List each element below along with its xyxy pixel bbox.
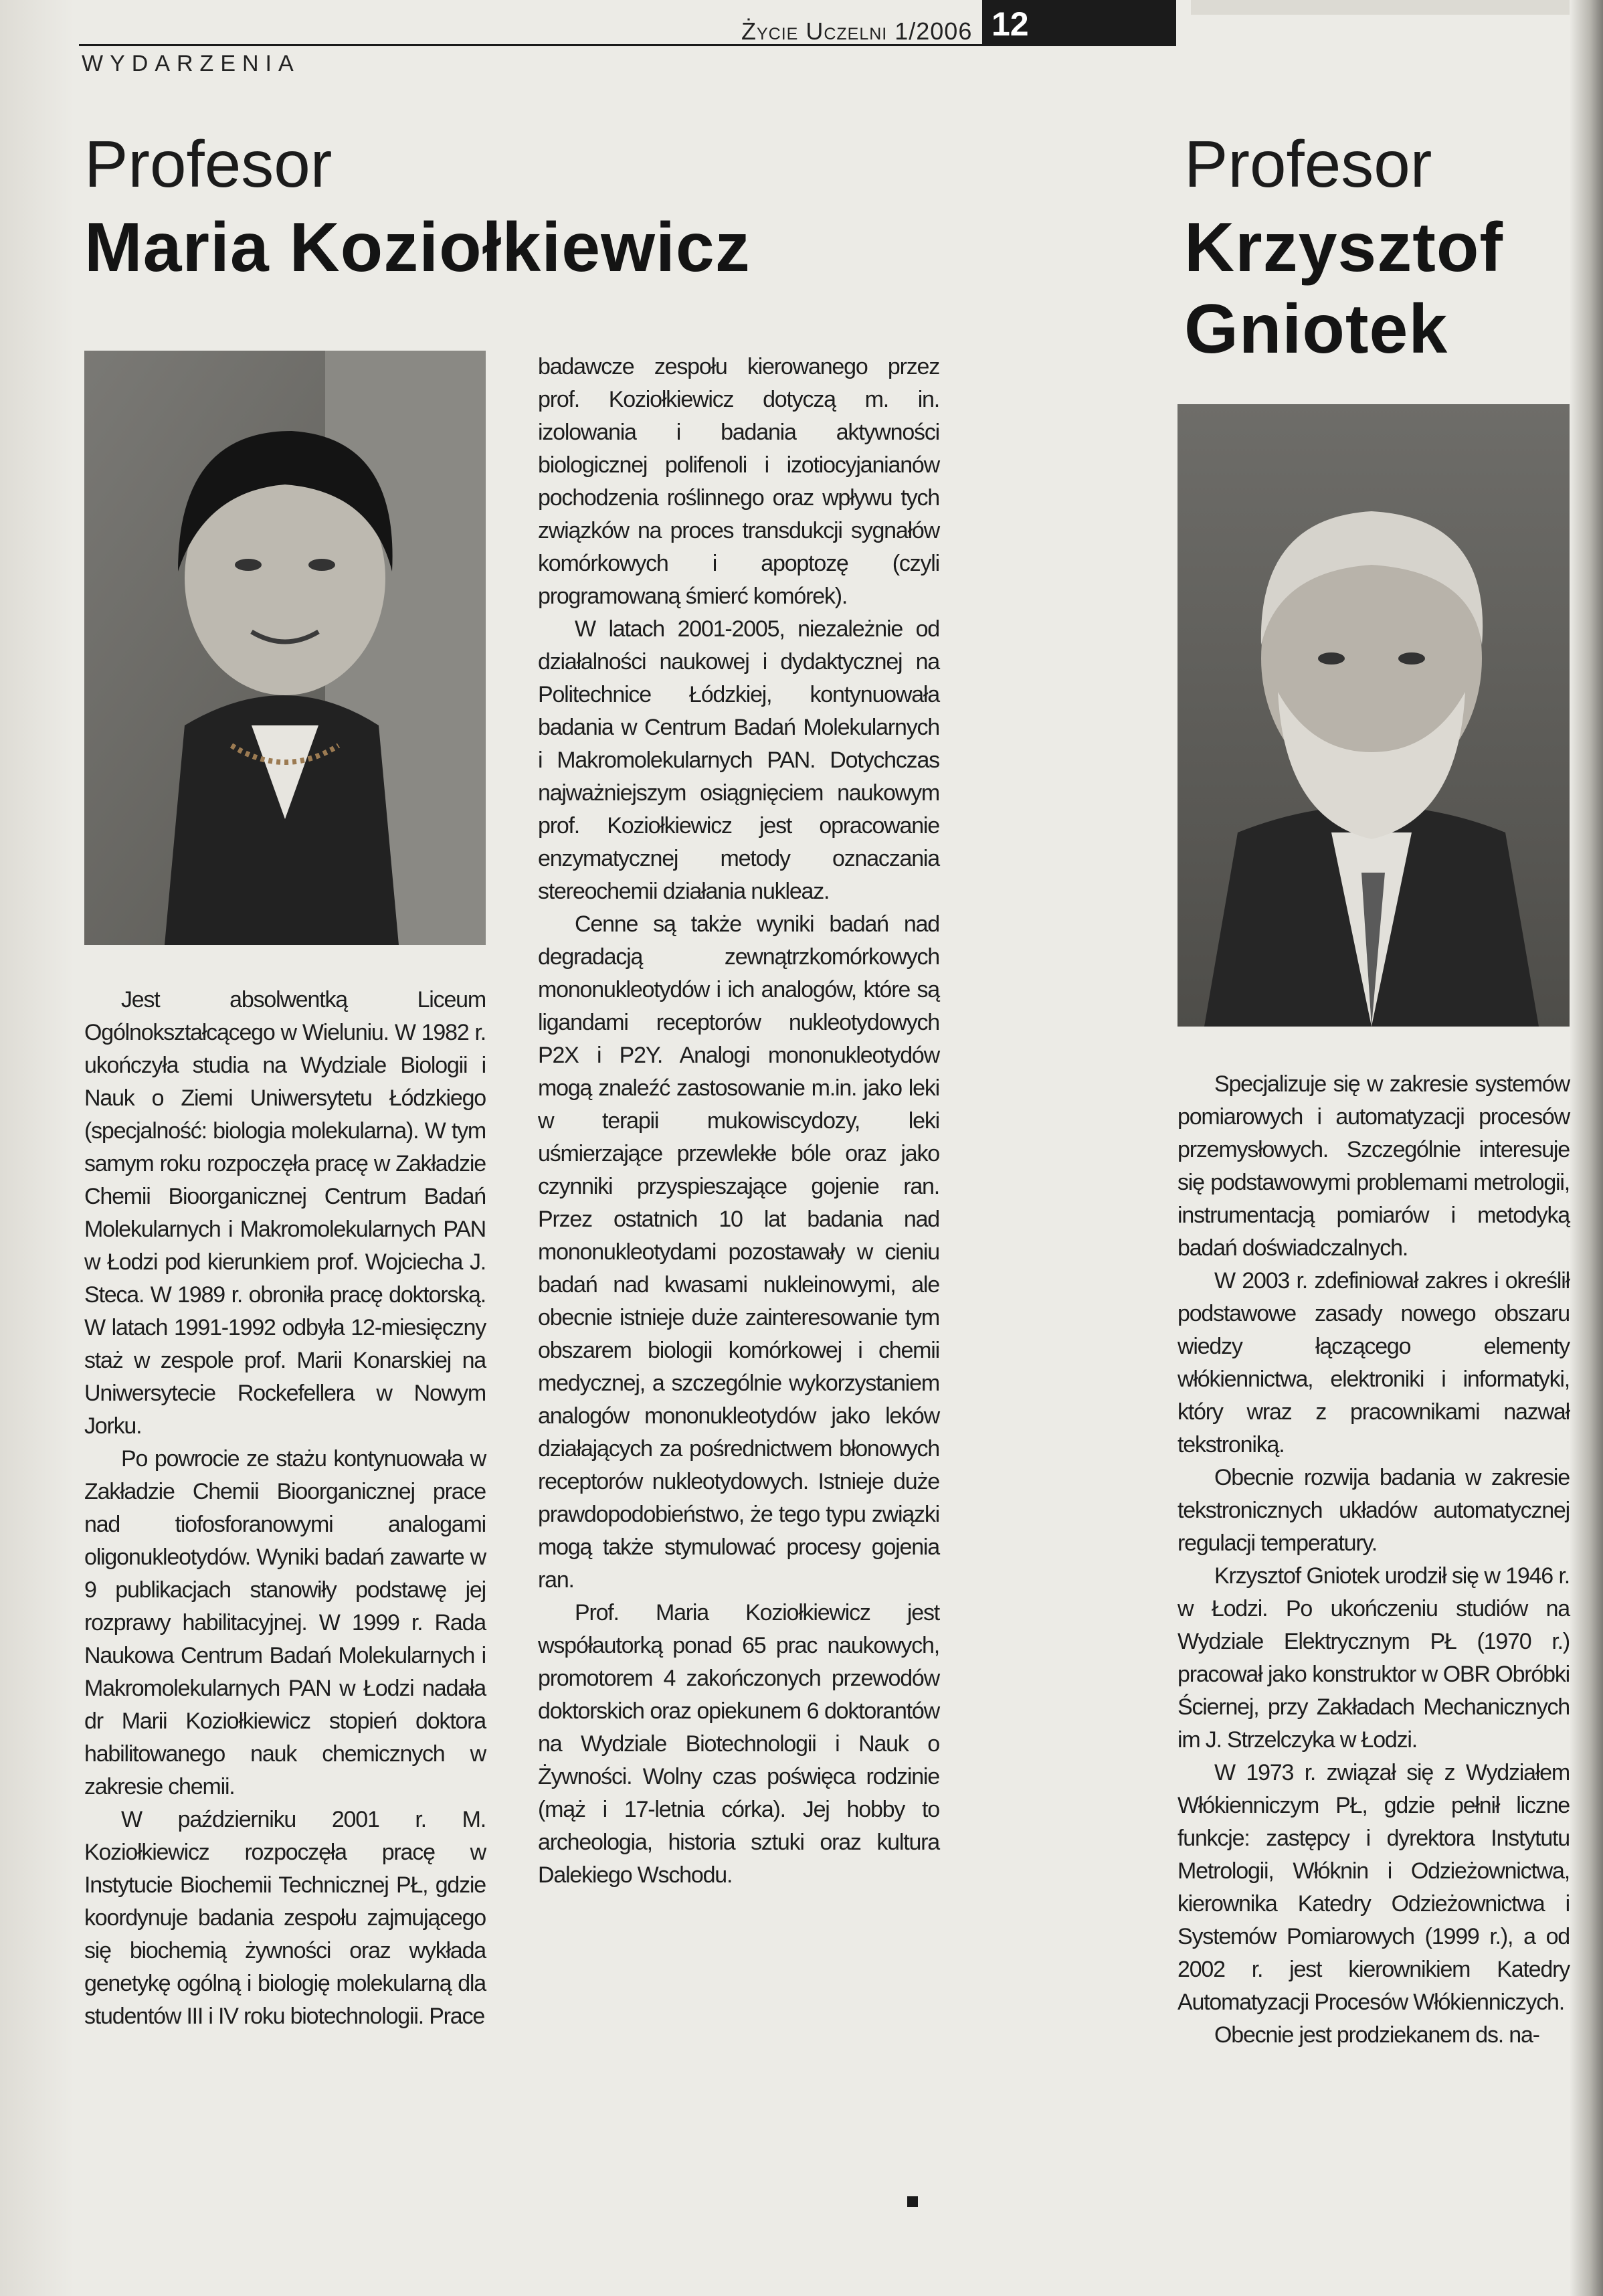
- paragraph: Po powrocie ze stażu kontynuowała w Zakładzie Chemii Bioorganicznej prace nad tiofosforanowymi analogami oligonukleotydów. Wyniki badań zawarte w 9 publikacjach stanowiły podstawę jej rozprawy habilitacyjnej. W 1999 r. Rada Naukowa Centrum Badań Molekularnych i Makromolekularnych PAN w Łodzi nadała dr Marii Koziołkiewicz stopień doktora habilitowanego nauk chemicznych w zakresie chemii.: [84, 1446, 486, 1799]
- page-edge-right: [1570, 0, 1603, 2296]
- bleed-strip-top: [1191, 0, 1603, 15]
- paragraph: Krzysztof Gniotek urodził się w 1946 r. w Łodzi. Po ukończeniu studiów na Wydziale Elektrycznym PŁ (1970 r.) pracował jako konstruktor w OBR Obróbki Ściernej, przy Zakładach Mechanicznych im J. Strzelczyka w Łodzi.: [1177, 1563, 1570, 1753]
- paragraph: W październiku 2001 r. M. Koziołkiewicz rozpoczęła pracę w Instytucie Biochemii Technicznej PŁ, gdzie koordynuje badania zespołu zajmującego się biochemią żywności oraz wykłada genetykę ogólną i biologię molekularną dla studentów III i IV roku biotechnologii. Prace: [84, 1807, 486, 2029]
- portrait-photo-woman: [84, 351, 486, 945]
- paragraph: Specjalizuje się w zakresie systemów pomiarowych i automatyzacji procesów przemysłowych. Szczególnie interesuje się podstawowymi problemami metrologii, instrumentacją pomiarów i metodyką badań doświadczalnych.: [1177, 1071, 1570, 1261]
- right-title-first-name: Krzysztof: [1184, 209, 1504, 286]
- page-number: 12: [982, 0, 1176, 46]
- paragraph: badawcze zespołu kierowanego przez prof. Koziołkiewicz dotyczą m. in. izolowania i badania aktywności biologicznej polifenoli i izotiocyjanianów pochodzenia roślinnego oraz wpływu tych związków na proces transdukcji sygnałów komórkowych i apoptozę (czyli programowaną śmierć komórek).: [538, 354, 939, 609]
- paragraph: Prof. Maria Koziołkiewicz jest współautorką ponad 65 prac naukowych, promotorem 4 zakończonych przewodów doktorskich oraz opiekunem 6 doktorantów na Wydziale Biotechnologii i Nauk o Żywności. Wolny czas poświęca rodzinie (mąż i 17-letnia córka). Jej hobby to archeologia, historia sztuki oraz kultura Dalekiego Wschodu.: [538, 1600, 939, 1888]
- section-label: WYDARZENIA: [82, 51, 300, 76]
- paragraph: W latach 2001-2005, niezależnie od działalności naukowej i dydaktycznej na Politechnice Łódzkiej, kontynuowała badania w Centrum Badań Molekularnych i Makromolekularnych PAN. Dotychczas najważniejszym osiągnięciem naukowym prof. Koziołkiewicz jest opracowanie enzymatycznej metody oznaczania stereochemii działania nukleaz.: [538, 616, 939, 904]
- page-shadow-left: [0, 0, 74, 2296]
- paragraph: W 1973 r. związał się z Wydziałem Włókienniczym PŁ, gdzie pełnił liczne funkcje: zastępcy i dyrektora Instytutu Metrologii, Włóknin i Odzieżownictwa, kierownika Katedry Odzieżownictwa i Systemów Pomiarowych (1999 r.), a od 2002 r. jest kierownikiem Katedry Automatyzacji Procesów Włókienniczych.: [1177, 1760, 1570, 2015]
- left-title-prefix: Profesor: [84, 127, 333, 201]
- journal-title: Życie Uczelni 1/2006: [741, 17, 973, 45]
- end-of-article-mark: [907, 2196, 918, 2207]
- left-article-column-2: [538, 351, 939, 1892]
- paragraph: Obecnie jest prodziekanem ds. na-: [1214, 2022, 1539, 2048]
- portrait-photo-man: [1177, 404, 1570, 1027]
- left-article-column-1: [84, 984, 486, 2033]
- right-title-last-name: Gniotek: [1184, 290, 1448, 368]
- paragraph: W 2003 r. zdefiniował zakres i określił podstawowe zasady nowego obszaru wiedzy łączącego elementy włókiennictwa, elektroniki i informatyki, który wraz z pracownikami nazwał tekstroniką.: [1177, 1268, 1570, 1458]
- left-title-name: Maria Koziołkiewicz: [84, 209, 751, 286]
- right-article-column: [1177, 1068, 1570, 2052]
- paragraph: Jest absolwentką Liceum Ogólnokształcącego w Wieluniu. W 1982 r. ukończyła studia na Wydziale Biologii i Nauk o Ziemi Uniwersytetu Łódzkiego (specjalność: biologia molekularna). W tym samym roku rozpoczęła pracę w Zakładzie Chemii Bioorganicznej Centrum Badań Molekularnych i Makromolekularnych PAN w Łodzi pod kierunkiem prof. Wojciecha J. Steca. W 1989 r. obroniła pracę doktorską. W latach 1991-1992 odbyła 12-miesięczny staż w zespole prof. Marii Konarskiej na Uniwersytecie Rockefellera w Nowym Jorku.: [84, 987, 486, 1439]
- paragraph: Obecnie rozwija badania w zakresie tekstronicznych układów automatycznej regulacji temperatury.: [1177, 1465, 1570, 1556]
- right-title-prefix: Profesor: [1184, 127, 1432, 201]
- paragraph: Cenne są także wyniki badań nad degradacją zewnątrzkomórkowych mononukleotydów i ich analogów, które są ligandami receptorów nukleotydowych P2X i P2Y. Analogi mononukleotydów mogą znaleźć zastosowanie m.in. jako leki w terapii mukowiscydozy, leki uśmierzające przewlekłe bóle oraz jako czynniki przyspieszające gojenie ran. Przez ostatnich 10 lat badania nad mononukleotydami pozostawały w cieniu badań nad kwasami nukleinowymi, ale obecnie istnieje duże zainteresowanie tym obszarem biologii komórkowej i chemii medycznej, a szczególnie wykorzystaniem analogów mononukleotydów jako leków działających za pośrednictwem błonowych receptorów nukleotydowych. Istnieje duże prawdopodobieństwo, że tego typu związki mogą także stymulować procesy gojenia ran.: [538, 911, 939, 1593]
